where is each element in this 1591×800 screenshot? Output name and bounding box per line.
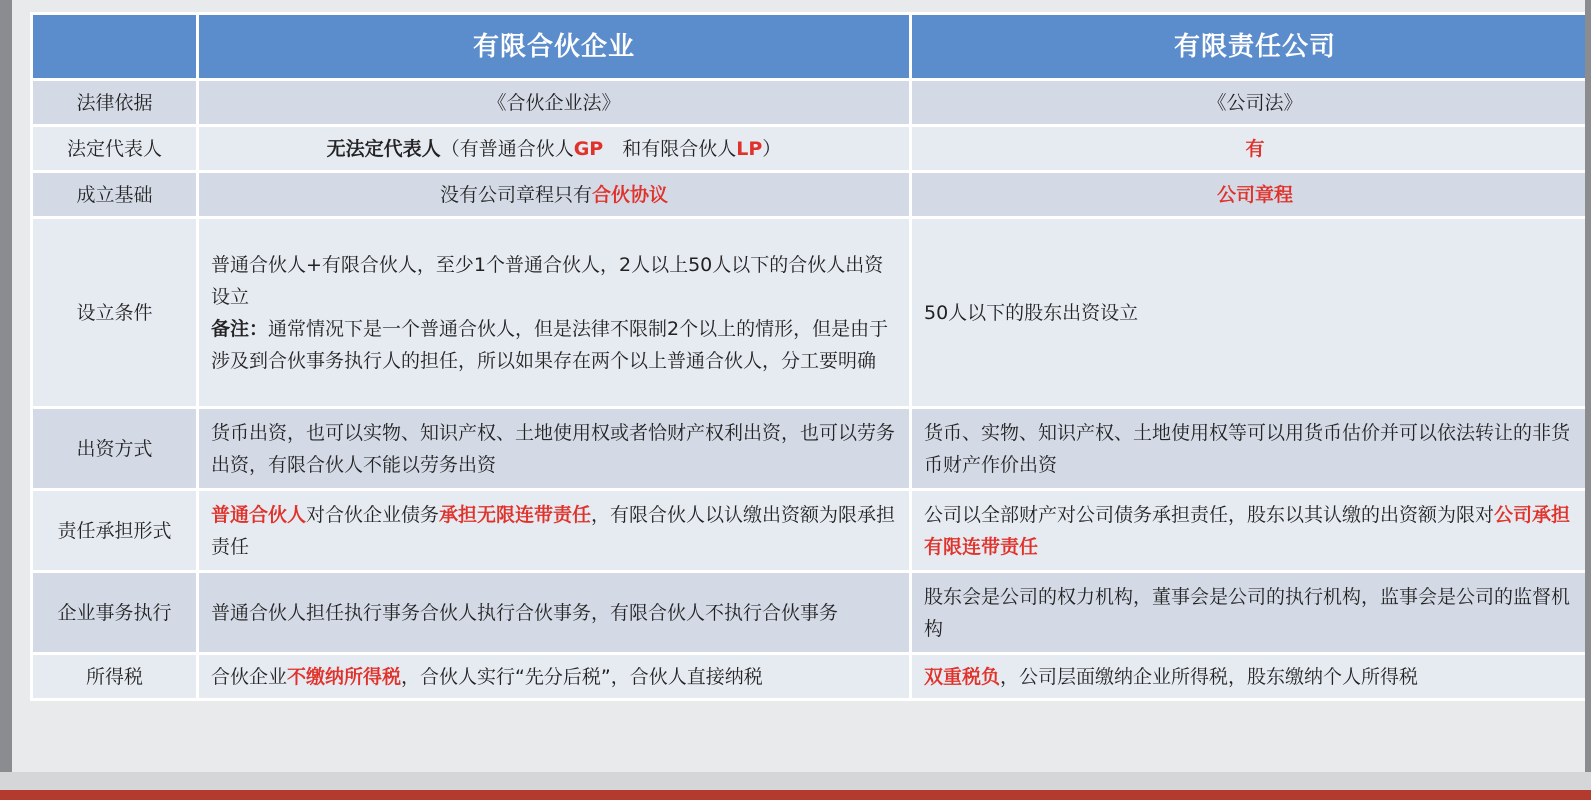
row-label: 责任承担形式	[32, 490, 198, 572]
header-limited-partnership: 有限合伙企业	[198, 14, 911, 80]
row-label: 设立条件	[32, 218, 198, 408]
header-corner-cell	[32, 14, 198, 80]
highlight-text: GP	[573, 137, 604, 160]
left-frame-edge	[0, 0, 12, 800]
note-block	[211, 313, 897, 377]
plain-text: ，公司层面缴纳企业所得税，股东缴纳个人所得税	[1000, 665, 1419, 688]
lp-cell: 《合伙企业法》	[198, 80, 911, 126]
lp-cell: 普通合伙人担任执行事务合伙人执行合伙事务，有限合伙人不执行合伙事务	[198, 572, 911, 654]
header-limited-liability-company: 有限责任公司	[911, 14, 1591, 80]
llc-cell: 货币、实物、知识产权、土地使用权等可以用货币估价并可以依法转让的非货币财产作价出资	[911, 408, 1591, 490]
note-label: 备注：	[211, 317, 269, 340]
lp-cell	[198, 490, 911, 572]
row-legal-basis	[32, 80, 1591, 126]
plain-text: 没有公司章程只有	[439, 183, 592, 206]
note-text: 通常情况下是一个普通合伙人，但是法律不限制2个以上的情形，但是由于涉及到合伙事务执行人的担任，所以如果存在两个以上普通合伙人，分工要明确	[211, 317, 889, 372]
lp-cell: 货币出资，也可以实物、知识产权、土地使用权或者恰财产权利出资，也可以劳务出资，有限合伙人不能以劳务出资	[198, 408, 911, 490]
bottom-gray-strip	[0, 772, 1591, 790]
highlight-text: LP	[736, 137, 763, 160]
highlight-text: 普通合伙人	[211, 503, 307, 526]
plain-text: 对合伙企业债务	[306, 503, 440, 526]
lp-cell	[198, 126, 911, 172]
lp-cell	[198, 654, 911, 700]
row-establishment-conditions	[32, 218, 1591, 408]
plain-text: ）	[762, 137, 782, 160]
comparison-table	[30, 12, 1591, 701]
row-contribution-method	[32, 408, 1591, 490]
row-label: 法定代表人	[32, 126, 198, 172]
row-establishment-basis	[32, 172, 1591, 218]
row-label: 出资方式	[32, 408, 198, 490]
highlight-text: 双重税负	[924, 665, 1001, 688]
emphasis-text: 无法定代表人	[326, 137, 441, 160]
row-label: 企业事务执行	[32, 572, 198, 654]
plain-text: 合伙企业	[211, 665, 288, 688]
right-frame-edge	[1585, 0, 1591, 800]
llc-cell	[911, 172, 1591, 218]
llc-cell	[911, 490, 1591, 572]
llc-cell: 《公司法》	[911, 80, 1591, 126]
plain-text: （有普通合伙人	[440, 137, 574, 160]
llc-cell: 50人以下的股东出资设立	[911, 218, 1591, 408]
row-affairs-execution	[32, 572, 1591, 654]
plain-text: ，有限合伙人以认缴出资额为限承担责任	[211, 503, 896, 558]
row-liability-form	[32, 490, 1591, 572]
row-income-tax	[32, 654, 1591, 700]
row-label: 法律依据	[32, 80, 198, 126]
llc-cell: 股东会是公司的权力机构，董事会是公司的执行机构，监事会是公司的监督机构	[911, 572, 1591, 654]
header-row	[32, 14, 1591, 80]
highlight-text: 公司承担有限连带责任	[924, 503, 1571, 558]
plain-text: ，合伙人实行“先分后税”，合伙人直接纳税	[401, 665, 763, 688]
llc-cell	[911, 126, 1591, 172]
lp-cell	[198, 172, 911, 218]
highlight-text: 公司章程	[1216, 183, 1293, 206]
highlight-text: 合伙协议	[592, 183, 669, 206]
row-label: 成立基础	[32, 172, 198, 218]
plain-text: 和有限合伙人	[603, 137, 737, 160]
bottom-red-bar	[0, 790, 1591, 800]
lp-cell	[198, 218, 911, 408]
highlight-text: 不缴纳所得税	[287, 665, 402, 688]
plain-text: 普通合伙人+有限合伙人，至少1个普通合伙人，2人以上50人以下的合伙人出资设立	[211, 253, 884, 308]
highlight-text: 有	[1245, 137, 1265, 160]
row-legal-representative	[32, 126, 1591, 172]
plain-text: 公司以全部财产对公司债务承担责任，股东以其认缴的出资额为限对	[924, 503, 1495, 526]
highlight-text: 承担无限连带责任	[439, 503, 592, 526]
row-label: 所得税	[32, 654, 198, 700]
llc-cell	[911, 654, 1591, 700]
